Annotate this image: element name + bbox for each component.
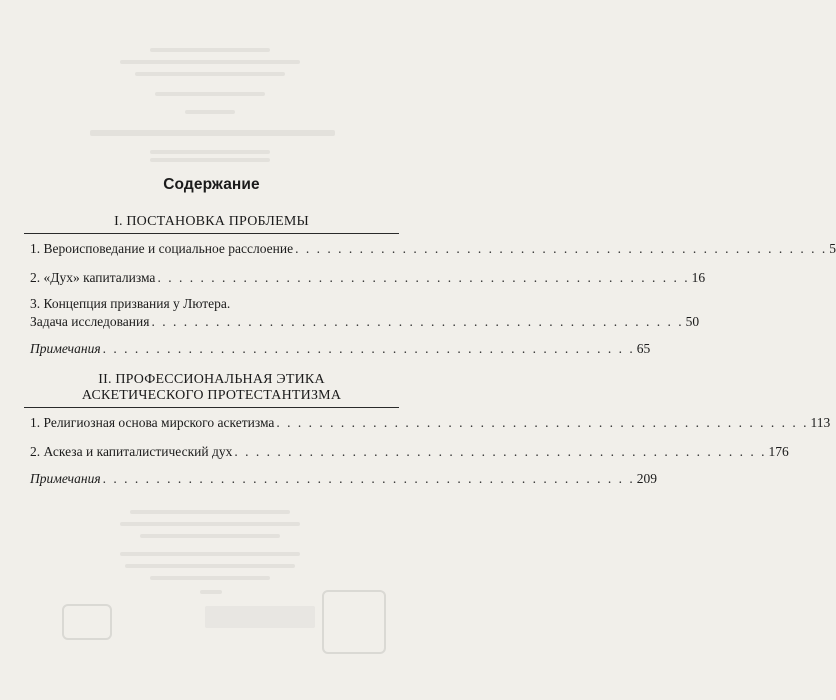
show-through-line bbox=[155, 92, 265, 96]
section-heading-line: I. ПОСТАНОВКА ПРОБЛЕМЫ bbox=[114, 214, 309, 229]
toc-entry-text: Примечания bbox=[30, 471, 101, 486]
show-through-line bbox=[150, 48, 270, 52]
show-through-line bbox=[125, 564, 295, 568]
dot-leader: . . . . . . . . . . . . . . . . . . . . . . . . . . . . . . . . . . . . . . . . . . . . . . . . . . bbox=[102, 341, 635, 356]
toc-entry-page: 209 bbox=[636, 471, 657, 486]
show-through-line bbox=[120, 552, 300, 556]
divider bbox=[24, 233, 399, 234]
toc-entry-page: 176 bbox=[768, 444, 789, 459]
toc-entry bbox=[30, 415, 831, 431]
show-through-line bbox=[120, 522, 300, 526]
section-heading-line: II. ПРОФЕССИОНАЛЬНАЯ ЭТИКА bbox=[98, 372, 325, 387]
section-heading bbox=[24, 372, 399, 404]
toc-entry-text: 1. Вероисповедание и социальное расслоение bbox=[30, 241, 294, 256]
section-heading bbox=[24, 214, 399, 230]
show-through-line bbox=[130, 510, 290, 514]
show-through-line bbox=[150, 158, 270, 162]
show-through-line bbox=[135, 72, 285, 76]
toc-entry-page: 16 bbox=[691, 270, 706, 285]
toc-entry-text: 1. Религиозная основа мирского аскетизма bbox=[30, 415, 275, 430]
section-heading-line: АСКЕТИЧЕСКОГО ПРОТЕСТАНТИЗМА bbox=[81, 388, 342, 403]
show-through-line bbox=[140, 534, 280, 538]
dot-leader: . . . . . . . . . . . . . . . . . . . . . . . . . . . . . . . . . . . . . . . . . . . . . . . . . . bbox=[157, 270, 690, 285]
show-through-line bbox=[90, 130, 335, 136]
toc-entry-text: 2. Аскеза и капиталистический дух bbox=[30, 444, 233, 459]
show-through-line bbox=[150, 150, 270, 154]
toc-entry-text: 2. «Дух» капитализма bbox=[30, 270, 156, 285]
dot-leader: . . . . . . . . . . . . . . . . . . . . . . . . . . . . . . . . . . . . . . . . . . . . . . . . . . bbox=[234, 444, 767, 459]
toc-entry-text-line1: 3. Концепция призвания у Лютера. bbox=[30, 296, 231, 311]
show-through-qr-code bbox=[322, 590, 386, 654]
show-through-line bbox=[150, 576, 270, 580]
dot-leader: . . . . . . . . . . . . . . . . . . . . . . . . . . . . . . . . . . . . . . . . . . . . . . . . . . bbox=[276, 415, 809, 430]
dot-leader: . . . . . . . . . . . . . . . . . . . . . . . . . . . . . . . . . . . . . . . . . . . . . . . . . . bbox=[151, 314, 684, 329]
dot-leader: . . . . . . . . . . . . . . . . . . . . . . . . . . . . . . . . . . . . . . . . . . . . . . . . . . bbox=[102, 471, 635, 486]
toc-entry-text: Примечания bbox=[30, 341, 101, 356]
toc-entry bbox=[30, 241, 836, 257]
page-title: Содержание bbox=[163, 176, 260, 193]
dot-leader: . . . . . . . . . . . . . . . . . . . . . . . . . . . . . . . . . . . . . . . . . . . . . . . . . . bbox=[295, 241, 828, 256]
toc-entry-text: Задача исследования bbox=[30, 314, 150, 329]
toc-entry-page: 65 bbox=[636, 341, 651, 356]
divider bbox=[24, 407, 399, 408]
toc-entry bbox=[30, 341, 651, 357]
toc-entry bbox=[30, 444, 789, 460]
show-through-barcode bbox=[205, 606, 315, 628]
show-through-line bbox=[120, 60, 300, 64]
toc-entry-page: 5 bbox=[829, 241, 836, 256]
toc-entry bbox=[30, 314, 700, 330]
toc-entry-page: 50 bbox=[685, 314, 700, 329]
show-through-age-rating bbox=[62, 604, 112, 640]
show-through-line bbox=[185, 110, 235, 114]
toc-entry bbox=[30, 471, 657, 487]
show-through-line bbox=[200, 590, 222, 594]
toc-entry bbox=[30, 270, 706, 286]
toc-entry-page: 113 bbox=[810, 415, 831, 430]
